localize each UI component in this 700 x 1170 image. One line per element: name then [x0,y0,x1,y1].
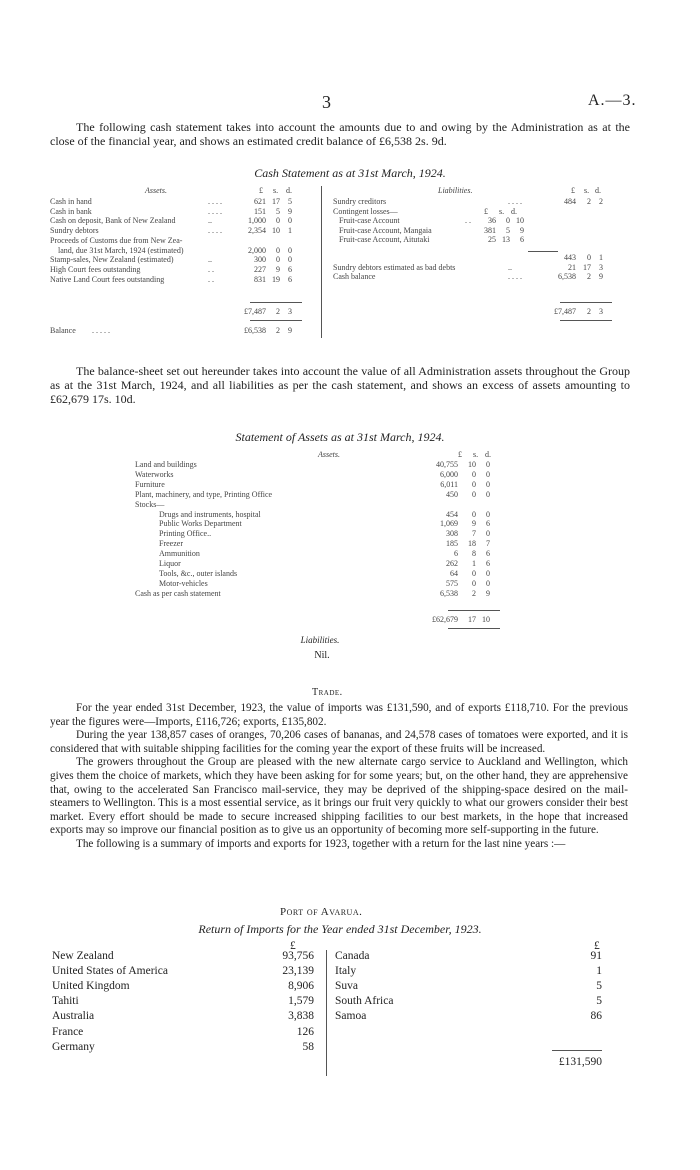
balance-sheet-paragraph: The balance-sheet set out hereunder takes into account the value of all Administration assets throughout the Group as at the 31st March, 1924, and all liabilities as per the cash statement, and shows an excess of assets amounting to £62,679 17s. 10d. [50,364,630,406]
cash-balance-pence: 9 [288,326,292,335]
cash-asset-pounds: 300 [254,255,266,265]
cash-asset-label: Proceeds of Customs due from New Zea- [50,235,183,245]
imports-total: £131,590 [558,1056,602,1068]
import-country: Italy [335,965,357,978]
asset-statement-shillings: 10 [468,460,476,469]
document-reference: A.—3. [588,92,637,109]
import-value: 86 [590,1010,602,1023]
import-value: 93,756 [282,950,314,962]
cash-asset-pence: 6 [288,264,292,274]
asset-statement-pence: 0 [486,509,490,519]
import-value: 8,906 [288,980,314,993]
import-country: Australia [52,1010,95,1023]
cash-asset-leader: . . . . [208,197,222,206]
cash-liability-label: Sundry creditors [333,197,387,206]
cash-asset-shillings: 10 [272,226,280,236]
contingent-pound-head: £ [484,206,488,216]
cash-liability-shillings: 2 [587,197,591,206]
cash-asset-label: Stamp-sales, New Zealand (estimated) [50,255,174,265]
trade-heading: Trade. [312,687,343,698]
statement-pound-head: £ [458,450,462,459]
asset-statement-pence: 7 [486,539,490,549]
cash-liability-label: Contingent losses— [333,206,398,216]
cash-asset-label: Cash on deposit, Bank of New Zealand [50,216,176,226]
statement-liabilities-heading: Liabilities. [300,635,340,645]
cash-asset-label: Sundry debtors [50,226,99,236]
asset-statement-pence: 6 [486,559,490,568]
cash-asset-label: High Court fees outstanding [50,264,141,274]
asset-statement-pounds: 40,755 [436,460,458,469]
asset-statement-pence: 0 [486,568,490,578]
cash-asset-leader: . . . . [208,226,222,236]
cash-assets-total-pence: 3 [288,307,292,316]
cash-liability-pence: 3 [599,262,603,272]
cash-asset-pounds: 831 [254,274,266,284]
liab-pence-head: d. [595,186,601,195]
assets-statement-heading: Assets. [318,450,340,459]
asset-statement-label: Printing Office.. [159,529,212,539]
cash-asset-label: Cash in hand [50,197,92,206]
trade-paragraph-4: The following is a summary of imports and exports for 1923, together with a return for the last nine years :— [76,837,566,850]
liab-total-rule [560,302,612,303]
cash-asset-pence: 9 [288,206,292,216]
cash-liabilities-total-shillings: 2 [587,307,591,316]
asset-statement-pounds: 64 [450,568,458,578]
cash-asset-pounds: 621 [254,197,266,206]
cash-liability-label: Fruit-case Account, Aitutaki [339,235,430,244]
asset-statement-label: Furniture [135,479,165,489]
cash-asset-label: Native Land Court fees outstanding [50,274,165,284]
asset-statement-shillings: 0 [472,469,476,479]
asset-statement-total-pounds: £62,679 [432,615,458,624]
contingent-item-shillings: 13 [502,235,510,244]
cash-asset-pence: 1 [288,226,292,236]
contingent-subtotal-rule [528,251,558,252]
asset-statement-shillings: 0 [472,568,476,578]
cash-asset-leader: .. [208,255,212,265]
contingent-item-pence: 6 [520,235,524,244]
liab-shilling-head: s. [584,186,590,195]
cash-liability-pounds: 484 [564,197,576,206]
asset-statement-label: Plant, machinery, and type, Printing Office [135,489,273,499]
asset-statement-label: Land and buildings [135,460,197,469]
import-country: United States of America [52,965,168,978]
import-value: 126 [296,1025,314,1038]
cash-asset-pounds: 151 [254,206,266,216]
import-country: United Kingdom [52,980,130,993]
cash-balance-leader: . . . . . [92,326,110,335]
contingent-item-shillings: 0 [506,216,510,225]
cash-liability-pence: 2 [599,197,603,206]
contingent-item-pence: 9 [520,225,524,235]
imports-title: Return of Imports for the Year ended 31st December, 1923. [198,922,482,936]
imports-right-currency: £ [594,940,600,952]
import-country: Suva [335,980,358,993]
trade-paragraph-3: The growers throughout the Group are pleased with the new alternate cargo service to Auckland and Wellington, which gives them the choice of markets, which they have been asking for for some years; but, on the other hand, they are apprehensive that, owing to the accelerated San Francisco mail-service, they may be deprived of the shipping-space desired on the mail-steamers to Wellington. This is a most essential service, as it brings our fruit very quickly to what our growers consider their best market. Every effort should be made to secure increased shipping facilities to our best markets, in the hope that increased exports may so improve our financial position as to give us an opportunity of becoming more self-supporting in the future. [50,756,628,837]
asset-statement-pounds: 6,000 [440,469,458,479]
asset-statement-pence: 0 [486,489,490,499]
asset-statement-label: Waterworks [135,469,174,479]
liab-pound-head: £ [571,186,575,195]
asset-statement-pence: 0 [486,529,490,539]
asset-statement-pounds: 450 [446,489,458,499]
imports-left-currency: £ [290,940,296,952]
import-value: 5 [596,995,602,1008]
asset-statement-shillings: 0 [472,489,476,499]
asset-statement-pounds: 262 [446,559,458,568]
assets-shilling-head: s. [273,186,279,195]
import-value: 91 [590,950,602,962]
cash-liabilities-total-pounds: £7,487 [554,307,576,316]
liabilities-heading: Liabilities. [438,186,473,195]
cash-asset-pence: 0 [288,255,292,265]
page-number: 3 [322,92,331,112]
import-country: Tahiti [52,995,79,1008]
cash-asset-shillings: 9 [276,264,280,274]
asset-statement-label: Motor-vehicles [159,578,208,588]
asset-statement-label: Stocks— [135,499,165,509]
asset-statement-shillings: 0 [472,479,476,489]
asset-statement-pence: 9 [486,588,490,598]
contingent-item-pounds: 36 [488,216,496,225]
cash-liability-label: Fruit-case Account [339,216,400,225]
cash-asset-shillings: 17 [272,197,280,206]
asset-statement-label: Public Works Department [159,519,242,529]
statement-total-underline [448,628,500,629]
asset-statement-label: Freezer [159,539,183,549]
import-country: Samoa [335,1010,367,1023]
port-heading: Port of Avarua. [280,906,363,918]
asset-statement-pounds: 308 [446,529,458,539]
cash-asset-pence: 6 [288,274,292,284]
trade-paragraph-1: For the year ended 31st December, 1923, the value of imports was £131,590, and of exports £118,710. For the previous year the figures were—Imports, £116,726; exports, £135,802. [50,702,628,728]
cash-liability-pounds: 21 [568,262,576,272]
liab-total-underline [560,320,612,321]
asset-statement-label: Drugs and instruments, hospital [159,509,261,519]
cash-assets-total-shillings: 2 [276,307,280,316]
asset-statement-pounds: 575 [446,578,458,588]
cash-liability-label: Cash balance [333,272,376,281]
asset-statement-shillings: 2 [472,588,476,598]
trade-paragraph-2: During the year 138,857 cases of oranges, 70,206 cases of bananas, and 24,578 cases of tomatoes were exported, and it is considered that with suitable shipping facilities for the coming year the export of these fruits will be increased. [50,729,628,755]
assets-statement-title: Statement of Assets as at 31st March, 1924. [235,430,445,444]
cash-liability-pounds: 443 [564,253,576,262]
asset-statement-pence: 0 [486,469,490,479]
cash-liability-label: Sundry debtors estimated as bad debts [333,262,456,272]
asset-statement-pounds: 6,011 [440,479,458,489]
cash-asset-leader: . . [208,264,214,274]
cash-balance-shillings: 2 [276,326,280,335]
asset-statement-total-shillings: 17 [468,615,476,624]
cash-asset-shillings: 0 [276,245,280,255]
contingent-item-pence: 10 [516,216,524,225]
assets-pence-head: d. [286,186,292,195]
asset-statement-pounds: 454 [446,509,458,519]
intro-paragraph: The following cash statement takes into account the amounts due to and owing by the Administration as at the close of the financial year, and shows an estimated credit balance of £6,538 2s. 9d. [50,120,630,148]
cash-balance-pounds: £6,538 [244,326,266,335]
cash-balance-label: Balance [50,326,76,335]
contingent-item-pounds: 25 [488,235,496,244]
import-value: 23,139 [282,965,314,978]
asset-statement-label: Cash as per cash statement [135,588,221,598]
cash-asset-leader: .. [208,216,212,226]
import-value: 3,838 [288,1010,314,1023]
cash-asset-pence: 5 [288,197,292,206]
cash-asset-pounds: 227 [254,264,266,274]
import-value: 5 [596,980,602,993]
statement-pence-head: d. [485,450,491,459]
statement-liabilities-value: Nil. [314,650,330,661]
cash-liability-leader: . . . . [508,197,522,206]
import-value: 58 [302,1040,314,1053]
asset-statement-label: Ammunition [159,549,200,559]
import-country: New Zealand [52,950,114,962]
asset-statement-shillings: 1 [472,559,476,568]
import-country: France [52,1025,84,1038]
cash-asset-shillings: 19 [272,274,280,284]
asset-statement-shillings: 0 [472,509,476,519]
cash-asset-leader: . . . . [208,206,222,216]
cash-asset-shillings: 0 [276,255,280,265]
cash-asset-label: land, due 31st March, 1924 (estimated) [58,245,184,255]
asset-statement-shillings: 0 [472,578,476,588]
asset-statement-pounds: 6 [454,549,458,559]
import-country: Germany [52,1040,95,1053]
asset-statement-shillings: 9 [472,519,476,529]
asset-statement-pounds: 185 [446,539,458,549]
import-value: 1 [596,965,602,978]
assets-heading: Assets. [145,186,167,195]
cash-asset-shillings: 0 [276,216,280,226]
cash-liability-shillings: 17 [583,262,591,272]
cash-asset-pence: 0 [288,216,292,226]
cash-assets-total-pounds: £7,487 [244,307,266,316]
cash-liability-pence: 9 [599,272,603,281]
statement-shilling-head: s. [473,450,479,459]
asset-statement-pounds: 6,538 [440,588,458,598]
cash-liability-leader: . . [465,216,471,225]
asset-statement-pence: 6 [486,549,490,559]
cash-liability-leader: . . . . [508,272,522,281]
import-value: 1,579 [288,995,314,1008]
cash-asset-pounds: 2,000 [248,245,266,255]
asset-statement-pounds: 1,069 [440,519,458,529]
cash-asset-leader: . . [208,274,214,284]
cash-asset-shillings: 5 [276,206,280,216]
cash-statement-divider [321,186,322,338]
cash-asset-label: Cash in bank [50,206,92,216]
import-country: Canada [335,950,370,962]
contingent-pence-head: d. [511,206,517,216]
asset-statement-shillings: 7 [472,529,476,539]
imports-divider [326,950,327,1076]
cash-asset-pounds: 1,000 [248,216,266,226]
cash-liability-shillings: 0 [587,253,591,262]
asset-statement-label: Liquor [159,559,181,568]
asset-statement-label: Tools, &c., outer islands [159,568,238,578]
cash-liability-label: Fruit-case Account, Mangaia [339,225,432,235]
asset-statement-pence: 6 [486,519,490,529]
imports-total-rule [552,1050,602,1051]
asset-statement-total-pence: 10 [482,615,490,624]
cash-asset-pounds: 2,354 [248,226,266,236]
cash-asset-pence: 0 [288,245,292,255]
statement-total-rule [448,610,500,611]
cash-liability-leader: .. [508,262,512,272]
cash-liabilities-total-pence: 3 [599,307,603,316]
trade-text [50,702,628,852]
contingent-shilling-head: s. [499,206,505,216]
assets-total-underline [250,320,302,321]
asset-statement-pence: 0 [486,578,490,588]
contingent-item-pounds: 381 [484,225,496,235]
cash-statement-title: Cash Statement as at 31st March, 1924. [254,166,446,180]
assets-pound-head: £ [259,186,263,195]
assets-total-rule [250,302,302,303]
contingent-item-shillings: 5 [506,225,510,235]
cash-liability-pounds: 6,538 [558,272,576,281]
cash-liability-pence: 1 [599,253,603,262]
asset-statement-pence: 0 [486,479,490,489]
asset-statement-shillings: 18 [468,539,476,549]
cash-liability-shillings: 2 [587,272,591,281]
asset-statement-pence: 0 [486,460,490,469]
import-country: South Africa [335,995,394,1008]
asset-statement-shillings: 8 [472,549,476,559]
